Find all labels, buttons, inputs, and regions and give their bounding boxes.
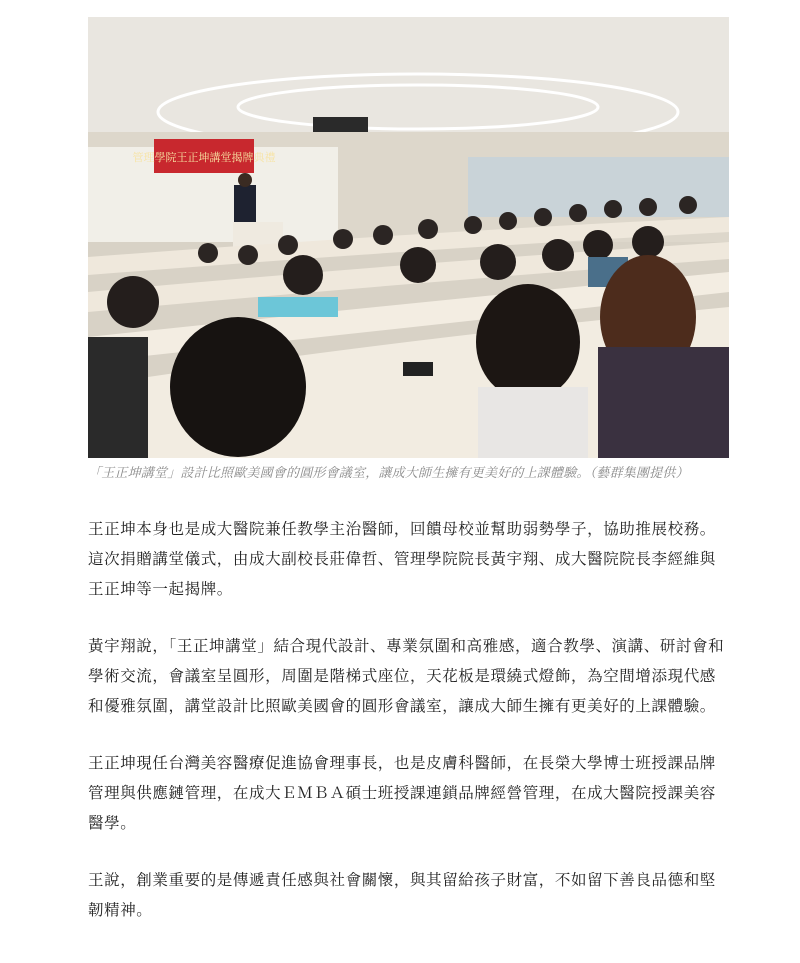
article-body bbox=[88, 17, 729, 925]
photo-caption: 「王正坤講堂」設計比照歐美國會的圓形會議室，讓成大師生擁有更美好的上課體驗。（藝群集團提供） bbox=[88, 466, 689, 481]
paragraph-1: 王正坤本身也是成大醫院兼任教學主治醫師，回饋母校並幫助弱勢學子，協助推展校務。這次捐贈講堂儀式，由成大副校長莊偉哲、管理學院院長黃宇翔、成大醫院院長李經維與王正坤等一起揭牌。 bbox=[88, 520, 716, 598]
paragraph-3: 王正坤現任台灣美容醫療促進協會理事長，也是皮膚科醫師，在長榮大學博士班授課品牌管理與供應鏈管理，在成大ＥＭＢＡ碩士班授課連鎖品牌經營管理，在成大醫院授課美容醫學。 bbox=[88, 754, 716, 832]
lecture-hall-illustration bbox=[88, 17, 729, 458]
lecture-hall-photo bbox=[88, 17, 729, 458]
paragraph-4: 王說，創業重要的是傳遞責任感與社會關懷，與其留給孩子財富，不如留下善良品德和堅韌精神。 bbox=[88, 871, 716, 919]
banner-text: 管理學院王正坤講堂揭牌典禮 bbox=[132, 151, 276, 164]
paragraph-2: 黃宇翔說，「王正坤講堂」結合現代設計、專業氛圍和高雅感，適合教學、演講、研討會和學術交流，會議室呈圓形，周圍是階梯式座位，天花板是環繞式燈飾，為空間增添現代感和優雅氛圍，講堂設計比照歐美國會的圓形會議室，讓成大師生擁有更美好的上課體驗。 bbox=[88, 637, 725, 715]
